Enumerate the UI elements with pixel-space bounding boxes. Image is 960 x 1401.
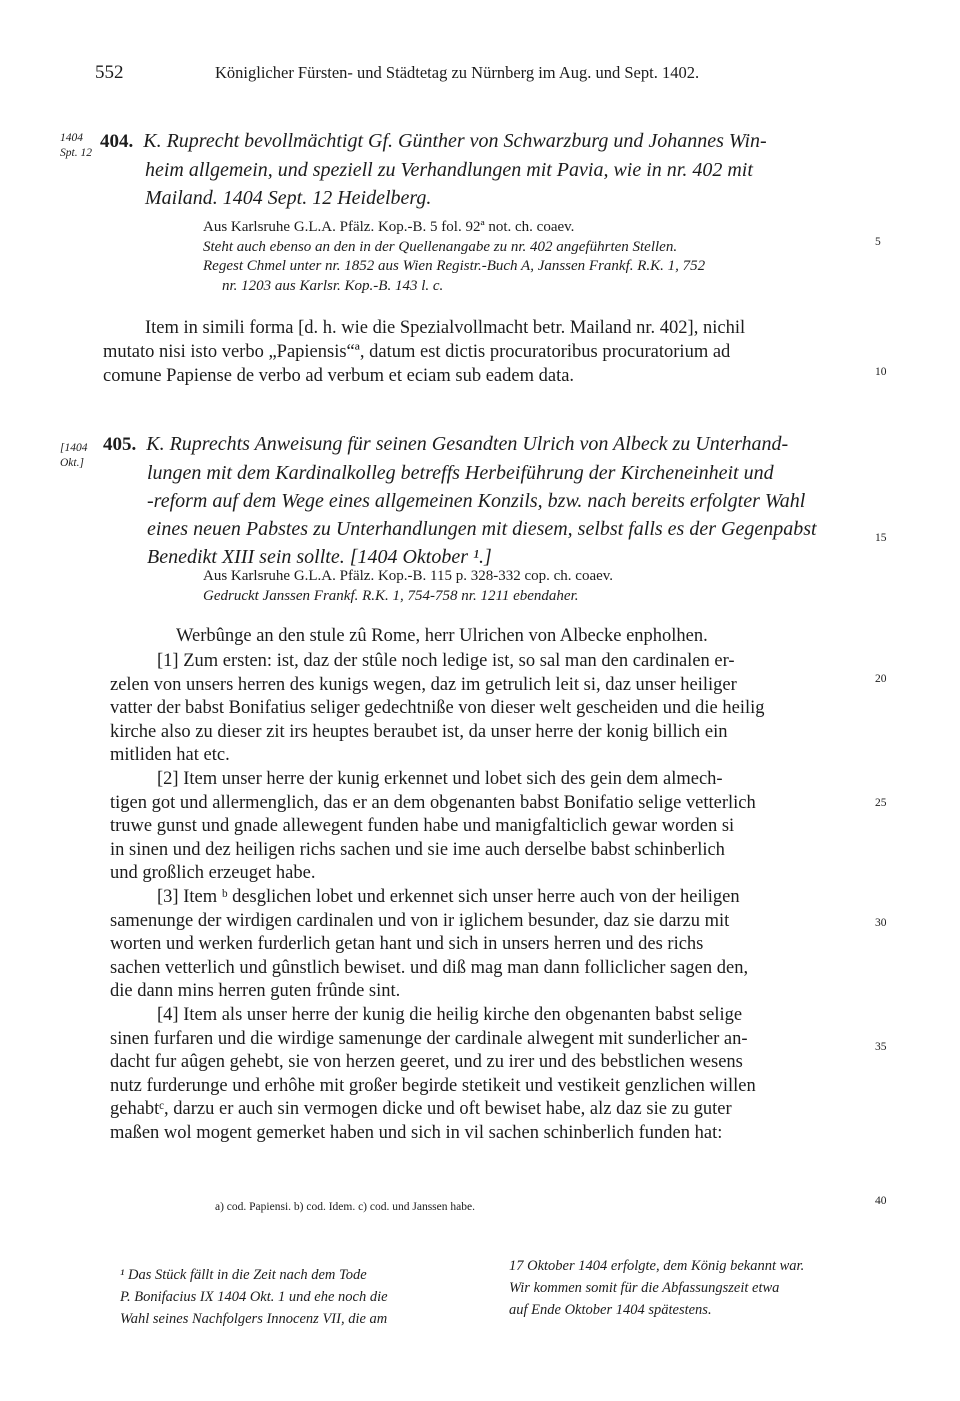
page-number: 552 [95,62,124,83]
footnote-line: Wahl seines Nachfolgers Innocenz VII, die am [120,1311,388,1327]
text-line: truwe gunst und gnade allewegent funden habe und manigfalticlich gewar worden si [110,816,735,837]
doc-404-source [203,218,705,296]
source-line: Steht auch ebenso an den in der Quellenangabe zu nr. 402 angeführten Stellen. [203,238,678,255]
footnote-line: P. Bonifacius IX 1404 Okt. 1 und ehe noch die [120,1289,388,1305]
text-line: [1] Zum ersten: ist, daz der stûle noch ledige ist, so sal man den cardinalen er- [157,651,735,671]
text-line: und großlich erzeuget habe. [110,863,316,884]
text-line: zelen von unsers herren des kunigs wegen, daz im getrulich leit si, daz unser heiliger [110,674,737,695]
source-line: Aus Karlsruhe G.L.A. Pfälz. Kop.-B. 5 fol. 92ª not. ch. coaev. [203,219,575,235]
source-line: Gedruckt Janssen Frankf. R.K. 1, 754-758 nr. 1211 ebendaher. [203,587,579,604]
heading-line: K. Ruprechts Anweisung für seinen Gesandten Ulrich von Albeck zu Unterhand- [146,433,789,455]
text-line: die dann mins herren guten frûnde sint. [110,981,401,1002]
text-line: worten und werken furderlich getan hant und sich in unsers herren und des richs [110,934,704,955]
doc-405-title-line: Werbûnge an den stule zû Rome, herr Ulrichen von Albecke enpholhen. [176,626,708,646]
text-line: maßen wol mogent gemerket haben und sich in vil sachen schinberlich funden hat: [110,1122,723,1143]
line-number: 20 [875,673,887,685]
text-line: nutz furderunge und erhôhe mit großer begirde stetikeit und vestikeit genzlichen willen [110,1075,756,1096]
text-line: gehabtᶜ, darzu er auch sin vermogen dicke und oft bewiset habe, alz daz sie zu guter [110,1099,732,1120]
text-line: mitliden hat etc. [110,745,230,766]
doc-405-heading [103,430,817,571]
line-number: 25 [875,797,887,809]
text-line: vatter der babst Bonifatius seliger gedechtniße von dieser welt gescheiden und die heilig [110,698,765,719]
footnote-left-column [120,1264,388,1330]
source-line: nr. 1203 aus Karlsr. Kop.-B. 143 l. c. [222,277,444,294]
doc-404-heading [100,127,767,212]
doc-405-source [203,567,613,606]
heading-line: eines neuen Pabstes zu Unterhandlungen mit diesem, selbst falls es der Gegenpabst [147,518,817,540]
heading-line: -reform auf dem Wege eines allgemeinen Konzils, bzw. nach bereits erfolgter Wahl [147,490,806,512]
source-line: Regest Chmel unter nr. 1852 aus Wien Registr.-Buch A, Janssen Frankf. R.K. 1, 752 [203,258,706,274]
text-line: tigen got und allermenglich, das er an dem obgenanten babst Bonifatio selige vetterlich [110,792,756,813]
text-line: samenunge der wirdigen cardinalen und von ir iglichem besunder, daz sie darzu mit [110,910,730,931]
text-line: in sinen und dez heiligen richs sachen und sie ime auch derselbe babst schinberlich [110,839,725,860]
line-number: 30 [875,917,887,929]
heading-line: Benedikt XIII sein sollte. [1404 Oktober ¹.] [147,546,492,568]
variant-notes: a) cod. Papiensi. b) cod. Idem. c) cod. und Janssen habe. [215,1201,475,1213]
text-line: Item in simili forma [d. h. wie die Spezialvollmacht betr. Mailand nr. 402], nichil [145,318,746,338]
text-line: sinen furfaren und die wirdige samenunge der cardinale alwegent mit sunderlicher an- [110,1028,748,1049]
text-line: [2] Item unser herre der kunig erkennet und lobet sich des gein dem almech- [157,768,723,789]
footnote-line: Wir kommen somit für die Abfassungszeit etwa [509,1280,780,1296]
heading-line: heim allgemein, und speziell zu Verhandlungen mit Pavia, wie in nr. 402 mit [145,159,753,181]
text-line: sachen vetterlich und gûnstlich bewiset. und diß mag man dann follicliche͏r sagen den, [110,957,749,978]
line-number: 40 [875,1195,887,1207]
doc-405-text [110,650,765,1145]
doc-404-text [103,316,745,388]
heading-line: lungen mit dem Kardinalkolleg betreffs Herbeiführung der Kircheneinheit und [147,462,774,484]
margin-date-404: 1404 Spt. 12 [60,132,92,159]
footnote-right-column [509,1255,804,1321]
doc-number: 405. [103,434,137,455]
heading-line: K. Ruprecht bevollmächtigt Gf. Günther von Schwarzburg und Johannes Win- [143,130,767,152]
text-line: kirche also zu dieser zit irs heuptes beraubet ist, da unser herre der konig billich ein [110,721,728,742]
footnote-line: auf Ende Oktober 1404 spätestens. [509,1302,712,1318]
text-line: [3] Item ᵇ desglichen lobet und erkennet sich unser herre auch von der heiligen [157,886,740,907]
line-number: 5 [875,236,881,248]
margin-date-405: [1404 Okt.] [60,442,88,469]
doc-number: 404. [100,131,134,152]
line-number: 10 [875,366,887,378]
text-line: comune Papiense de verbo ad verbum et eciam sub eadem data. [103,366,575,386]
footnote-line: 17 Oktober 1404 erfolgte, dem König bekannt war. [509,1258,805,1274]
text-line: [4] Item als unser herre der kunig die heilig kirche den obgenanten babst selige [157,1004,743,1025]
source-line: Aus Karlsruhe G.L.A. Pfälz. Kop.-B. 115 p. 328-332 cop. ch. coaev. [203,568,614,584]
footnote-line: ¹ Das Stück fällt in die Zeit nach dem Tode [120,1267,367,1283]
text-line: mutato nisi isto verbo „Papiensis“ª, datum est dictis procuratoribus procuratorium ad [103,342,731,362]
line-number: 35 [875,1041,887,1053]
running-title: Königlicher Fürsten- und Städtetag zu Nürnberg im Aug. und Sept. 1402. [215,63,700,82]
heading-line: Mailand. 1404 Sept. 12 Heidelberg. [145,187,432,209]
line-number: 15 [875,532,887,544]
text-line: dacht fur aûgen gehebt, sie von herzen geeret, und zu irer und des bebstlichen wesens [110,1052,743,1073]
